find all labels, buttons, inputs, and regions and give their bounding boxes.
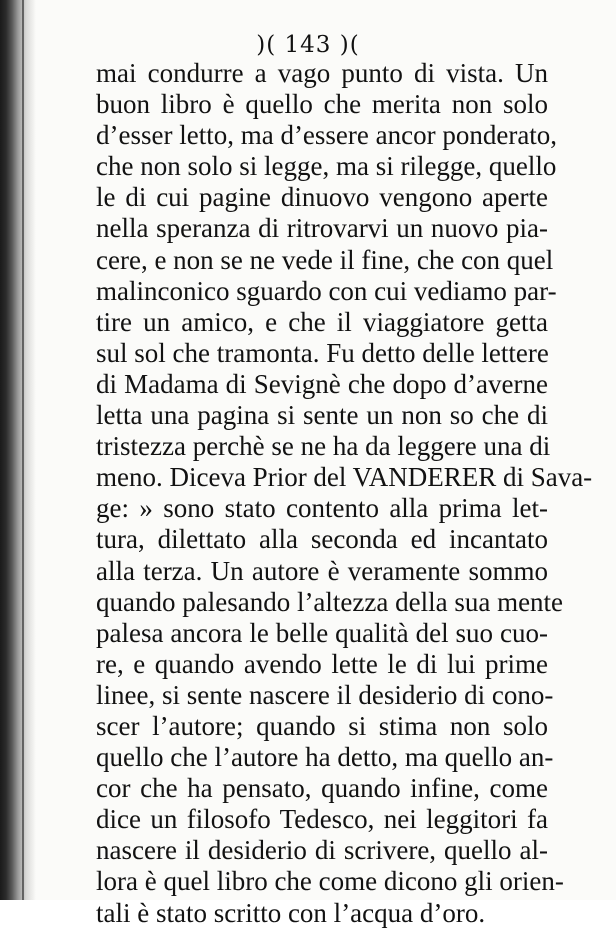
- text-line: re, e quando avendo lette le di lui prime: [96, 648, 548, 679]
- text-line: quando palesando l’altezza della sua mente: [96, 586, 564, 617]
- text-line: letta una pagina si sente un non so che di: [96, 400, 548, 431]
- text-line: d’esser letto, ma d’essere ancor ponderato,: [96, 120, 558, 151]
- text-line: cor che ha pensato, quando infine, come: [96, 773, 548, 804]
- text-line: nascere il desiderio di scrivere, quello al-: [96, 835, 548, 866]
- text-line: buon libro è quello che merita non solo: [96, 89, 548, 120]
- text-line: scer l’autore; quando si stima non solo: [96, 710, 548, 741]
- text-line: le di cui pagine dinuovo vengono aperte: [96, 182, 548, 213]
- text-line: quello che l’autore ha detto, ma quello an-: [96, 742, 554, 773]
- text-line: lora è quel libro che come dicono gli orien-: [96, 866, 564, 897]
- book-binding-shadow: [0, 0, 36, 900]
- text-line: tura, dilettato alla seconda ed incantato: [96, 524, 548, 555]
- text-line: linee, si sente nascere il desiderio di cono-: [96, 679, 554, 710]
- text-line: tali è stato scritto con l’acqua d’oro.: [96, 897, 486, 928]
- text-line: nella speranza di ritrovarvi un nuovo pia-: [96, 213, 548, 244]
- text-line: alla terza. Un autore è veramente sommo: [96, 555, 548, 586]
- body-text: [96, 58, 593, 929]
- book-binding-edge-line: [22, 0, 24, 900]
- text-line: sul sol che tramonta. Fu detto delle lettere: [96, 337, 549, 368]
- text-line: tristezza perchè se ne ha da leggere una di: [96, 431, 551, 462]
- text-line: palesa ancora le belle qualità del suo cuo-: [96, 617, 548, 648]
- text-line: mai condurre a vago punto di vista. Un: [96, 58, 548, 88]
- text-line: meno. Diceva Prior del VANDERER di Sava-: [96, 462, 593, 493]
- text-line: tire un amico, e che il viaggiatore getta: [96, 306, 548, 337]
- text-line: malinconico sguardo con cui vediamo par-: [96, 275, 557, 306]
- text-line: ge: » sono stato contento alla prima let-: [96, 493, 548, 524]
- text-line: che non solo si legge, ma si rilegge, quello: [96, 151, 557, 182]
- text-line: di Madama di Sevignè che dopo d’averne: [96, 368, 548, 399]
- page-number-header: )( 143 )(: [256, 32, 360, 58]
- text-line: cere, e non se ne vede il fine, che con quel: [96, 244, 554, 275]
- text-line: dice un filosofo Tedesco, nei leggitori fa: [96, 804, 548, 835]
